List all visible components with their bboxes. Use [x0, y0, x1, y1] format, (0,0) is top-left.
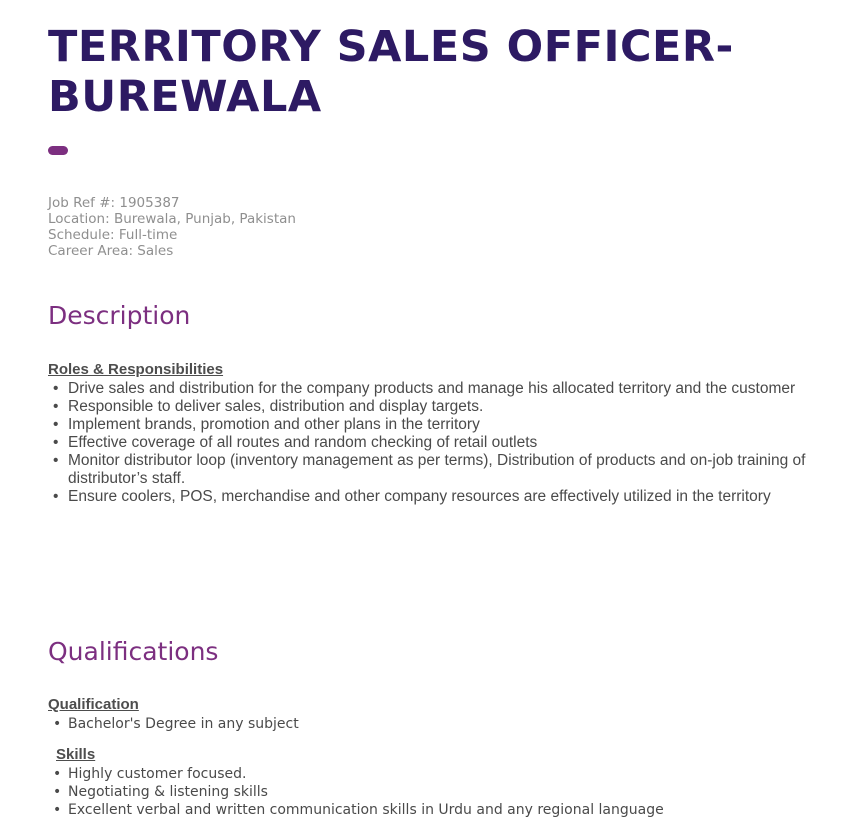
job-schedule: Schedule: Full-time	[48, 227, 178, 243]
skills-list	[48, 765, 828, 819]
list-item: • Negotiating & listening skills	[48, 783, 828, 801]
title-accent-bar	[48, 146, 68, 155]
list-item: • Ensure coolers, POS, merchandise and other company resources are effectively utilized in the territory	[48, 488, 828, 506]
job-location: Location: Burewala, Punjab, Pakistan	[48, 211, 296, 227]
job-meta	[48, 195, 296, 259]
roles-heading: Roles & Responsibilities	[48, 361, 224, 378]
skills-heading: Skills	[56, 746, 96, 763]
list-item: • Implement brands, promotion and other plans in the territory	[48, 416, 828, 434]
job-career-area: Career Area: Sales	[48, 243, 174, 259]
qualification-list	[48, 715, 828, 733]
roles-list	[48, 380, 828, 506]
job-title: TERRITORY SALES OFFICER-BUREWALA	[48, 22, 734, 122]
qualifications-heading: Qualifications	[48, 637, 219, 666]
list-item: • Responsible to deliver sales, distribution and display targets.	[48, 398, 828, 416]
description-heading: Description	[48, 301, 191, 330]
job-ref: Job Ref #: 1905387	[48, 195, 180, 211]
list-item: • Effective coverage of all routes and random checking of retail outlets	[48, 434, 828, 452]
list-item: • Monitor distributor loop (inventory management as per terms), Distribution of products and on-job training of distributor’s staff.	[48, 452, 828, 488]
list-item: • Drive sales and distribution for the company products and manage his allocated territory and the customer	[48, 380, 828, 398]
list-item: • Excellent verbal and written communication skills in Urdu and any regional language	[48, 801, 828, 819]
list-item: • Highly customer focused.	[48, 765, 828, 783]
list-item: • Bachelor's Degree in any subject	[48, 715, 828, 733]
qualification-heading: Qualification	[48, 696, 139, 713]
